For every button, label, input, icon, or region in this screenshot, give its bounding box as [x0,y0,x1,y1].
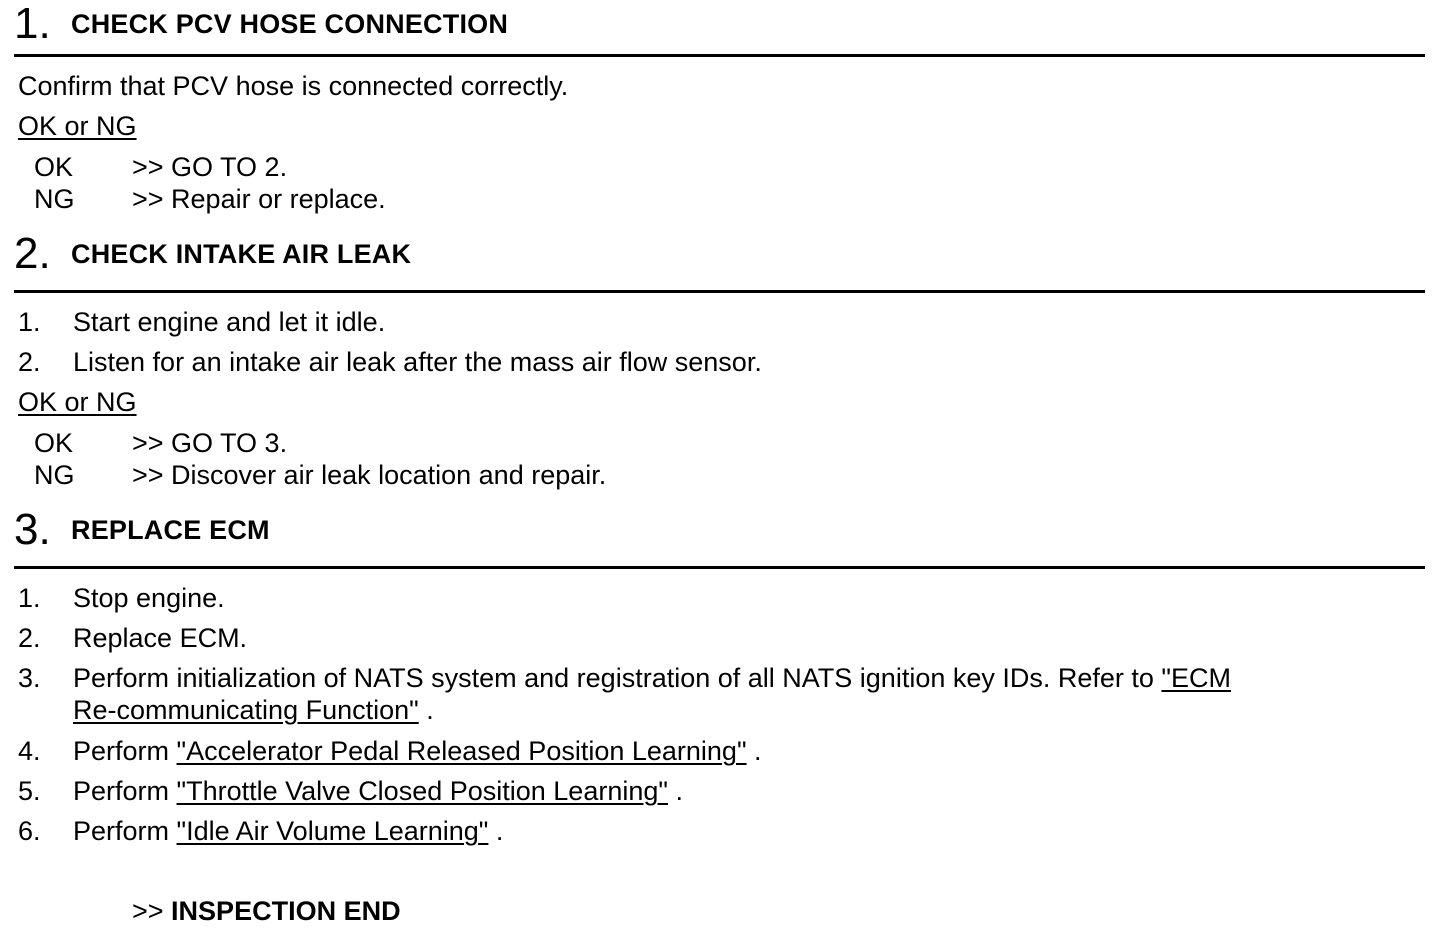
throttle-valve-learning-link[interactable]: "Throttle Valve Closed Position Learning" [176,776,668,806]
result-label: NG [34,184,75,214]
step-title: REPLACE ECM [71,515,270,545]
list-item-number: 2. [18,347,41,377]
inspection-end [132,895,401,927]
step-title: CHECK INTAKE AIR LEAK [71,239,412,269]
step-title: CHECK PCV HOSE CONNECTION [71,9,509,39]
ok-or-ng-label: OK or NG [18,111,137,141]
list-item-number: 1. [18,583,41,613]
list-item-suffix: . [667,776,683,806]
accelerator-pedal-learning-link[interactable]: "Accelerator Pedal Released Position Learning" [176,736,747,766]
list-item-text: Perform initialization of NATS system and registration of all NATS ignition key IDs. Refer to [73,663,1162,693]
idle-air-volume-learning-link[interactable]: "Idle Air Volume Learning" [176,816,489,846]
section-divider [14,54,1425,57]
list-item-text: Replace ECM. [73,623,248,653]
list-item-body [73,735,762,767]
section-divider [14,290,1425,293]
list-item-body [73,815,503,847]
result-action: >> GO TO 2. [132,152,288,182]
step-1-instruction: Confirm that PCV hose is connected correctly. [18,71,569,101]
ok-or-ng-label: OK or NG [18,387,137,417]
list-item-suffix: . [488,816,504,846]
list-item-text: Start engine and let it idle. [73,307,386,337]
step-number: 1. [14,0,51,48]
inspection-end-prefix: >> [132,896,172,926]
result-action: >> Discover air leak location and repair. [132,460,607,490]
step-3-header [14,506,1425,554]
list-item-suffix: . [418,695,434,725]
ecm-recommunicating-link-cont[interactable]: Re-communicating Function" [73,695,419,725]
list-item-number: 6. [18,816,41,846]
ecm-recommunicating-link[interactable]: "ECM [1161,663,1232,693]
list-item-text: Perform [73,736,177,766]
list-item-number: 4. [18,736,41,766]
list-item [0,662,1456,728]
list-item-number: 3. [18,663,41,693]
step-1-header [14,0,1425,48]
section-divider [14,566,1425,569]
step-number: 2. [14,229,51,278]
result-action: >> GO TO 3. [132,428,288,458]
list-item-text: Perform [73,816,177,846]
list-item-text: Perform [73,776,177,806]
result-label: OK [34,428,74,458]
list-item-text-line-2 [73,694,434,726]
list-item-text: Stop engine. [73,583,225,613]
result-label: OK [34,152,74,182]
list-item-text: Listen for an intake air leak after the mass air flow sensor. [73,347,762,377]
list-item-body [73,775,683,807]
list-item-text-line-1 [73,662,1231,694]
step-number: 3. [14,505,51,554]
list-item-suffix: . [746,736,762,766]
list-item-number: 5. [18,776,41,806]
list-item-number: 2. [18,623,41,653]
step-2-header [14,230,1425,278]
result-action: >> Repair or replace. [132,184,386,214]
inspection-end-label: INSPECTION END [171,896,401,926]
list-item-number: 1. [18,307,41,337]
result-label: NG [34,460,75,490]
